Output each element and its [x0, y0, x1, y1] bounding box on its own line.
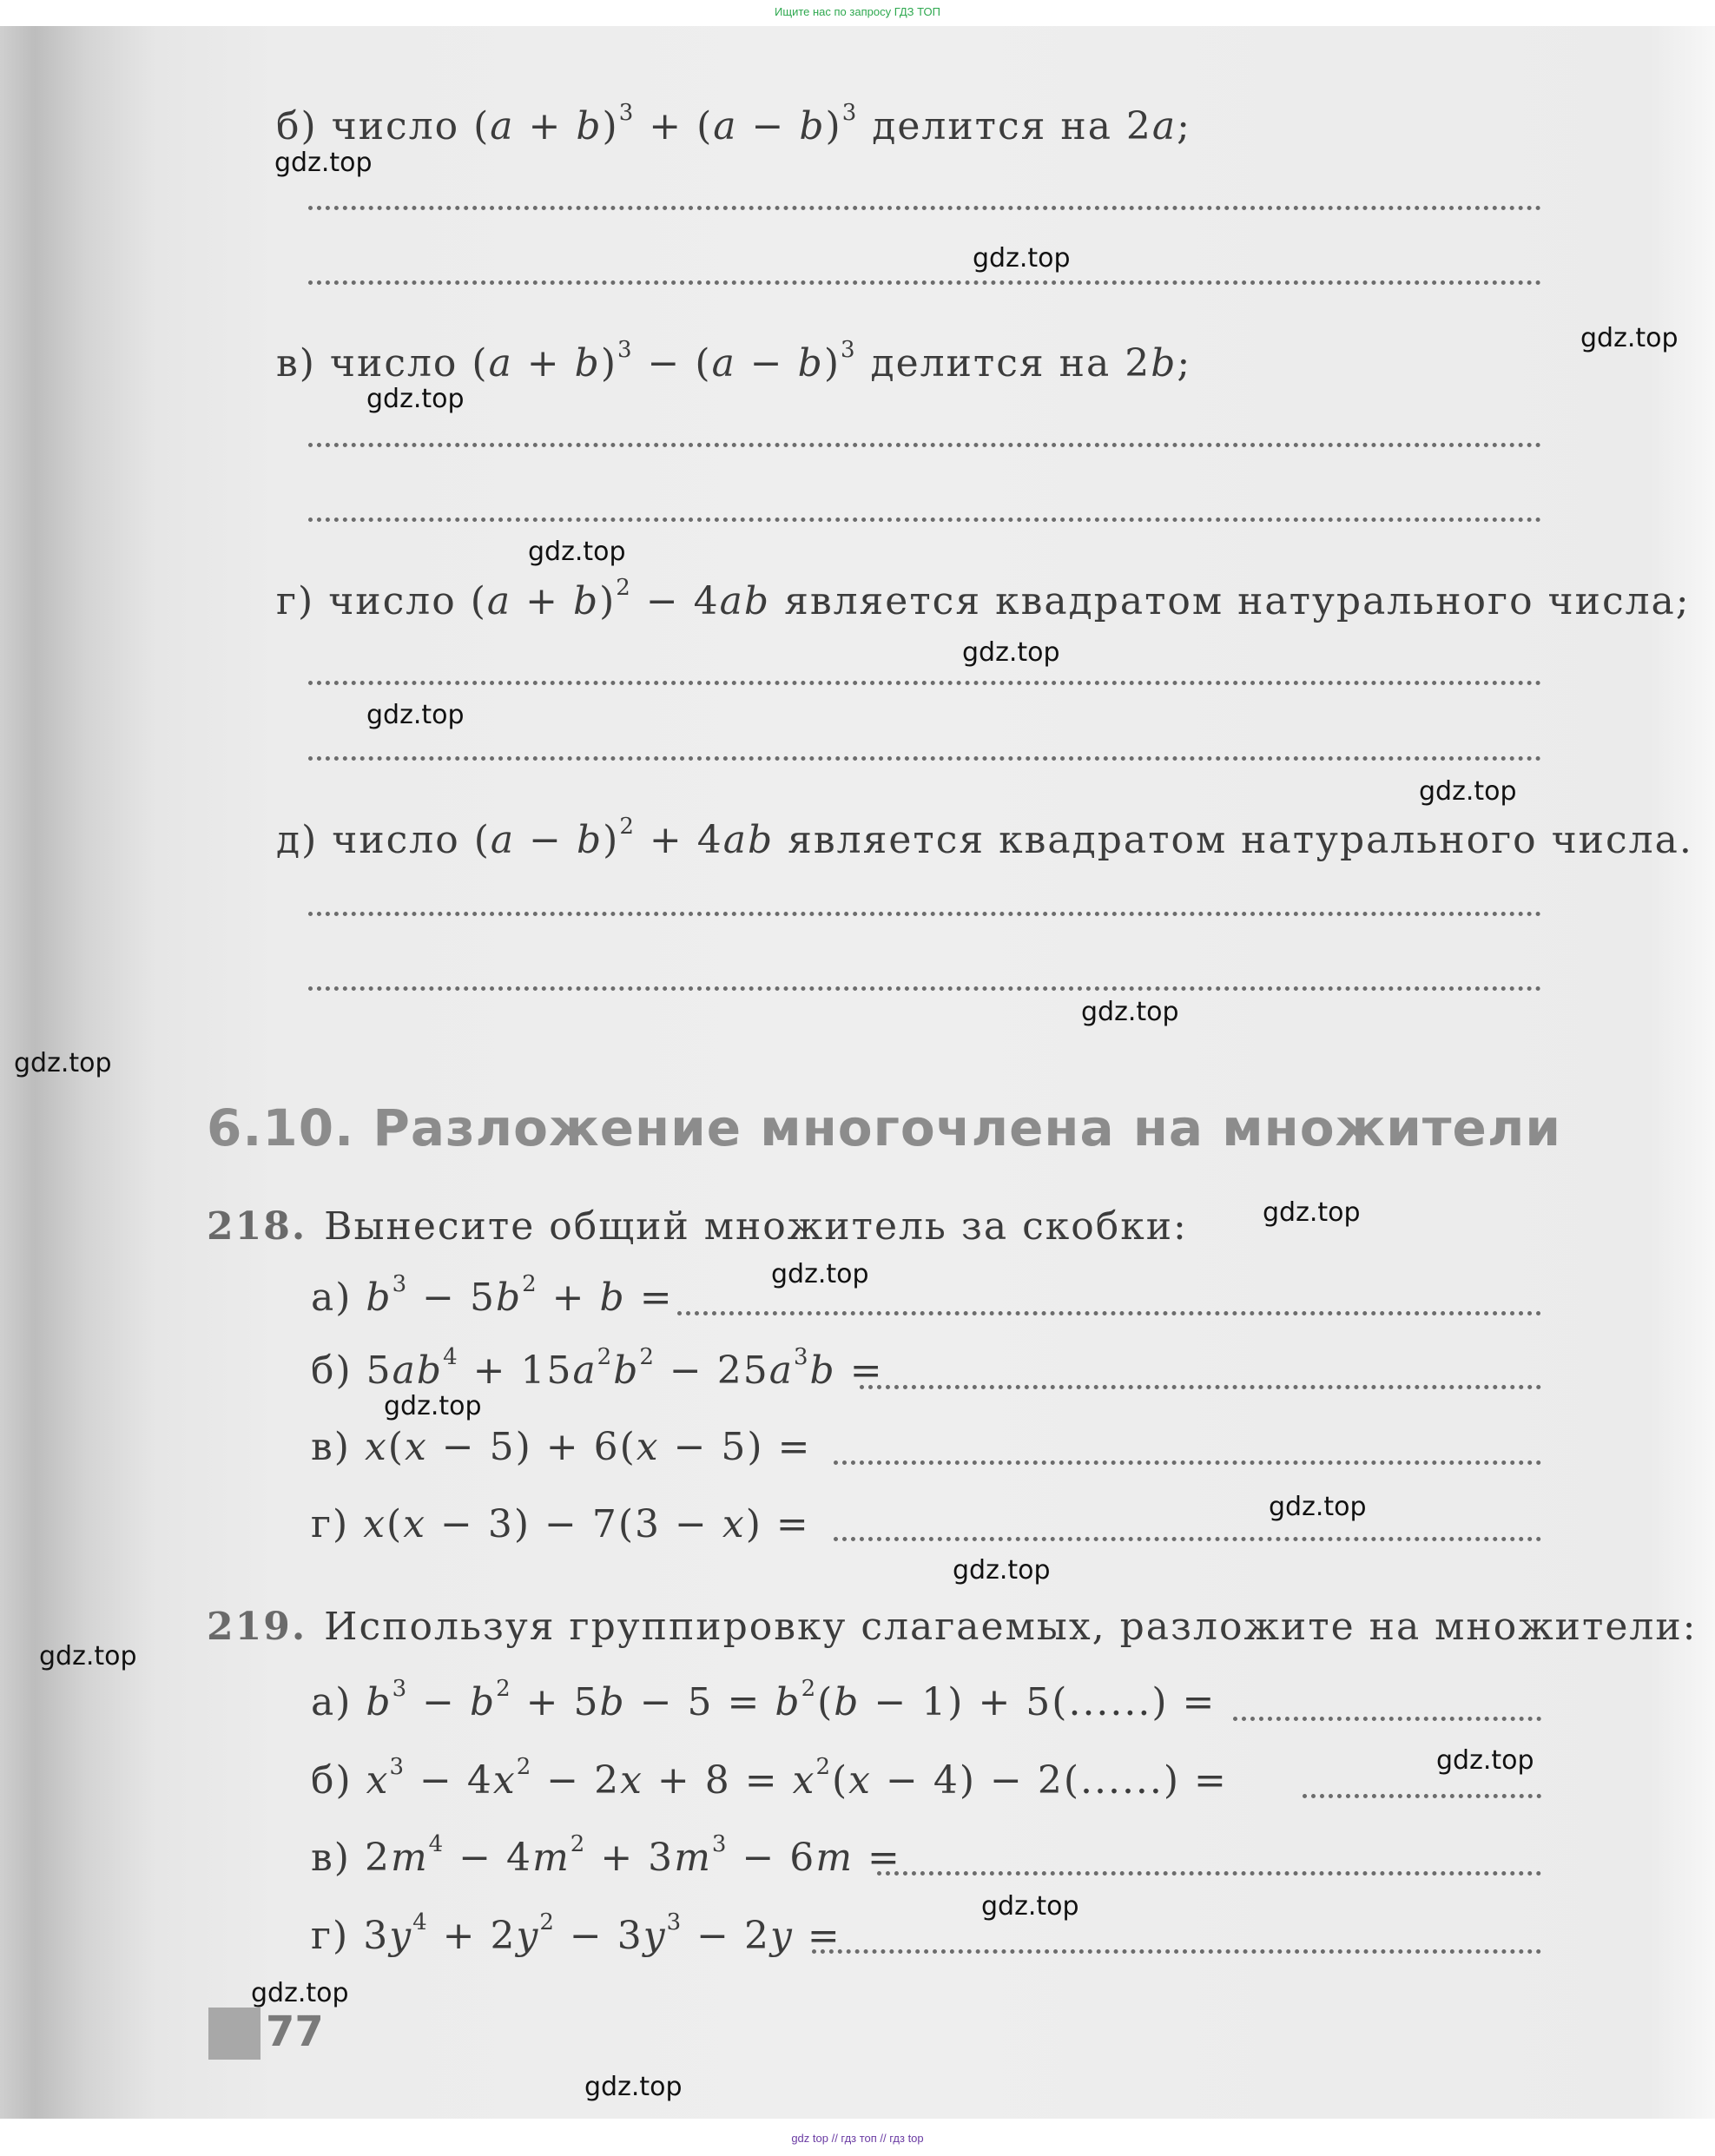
watermark: gdz.top [1081, 997, 1179, 1027]
answer-line[interactable] [1233, 1717, 1541, 1721]
watermark: gdz.top [962, 637, 1060, 668]
bottom-banner[interactable]: gdz top // гдз топ // гдз top [791, 2132, 924, 2145]
top-banner[interactable]: Ищите нас по запросу ГДЗ ТОП [775, 5, 940, 18]
watermark: gdz.top [528, 537, 626, 567]
item-d-text: д) число $(a - b)^2 + 4ab$ является квадратом натурального числа. [276, 814, 1693, 862]
task-218-c: в) x(x − 5) + 6(x − 5) = [311, 1425, 812, 1469]
watermark: gdz.top [14, 1048, 112, 1078]
scanned-page [0, 26, 1715, 2119]
task-219-c: в) $2m^4 - 4m^2 + 3m^3 - 6m$ = [311, 1831, 901, 1880]
answer-line[interactable] [677, 1311, 1541, 1315]
watermark: gdz.top [1580, 323, 1679, 353]
answer-line[interactable] [308, 206, 1541, 210]
watermark: gdz.top [584, 2072, 683, 2102]
watermark: gdz.top [973, 243, 1071, 274]
watermark: gdz.top [366, 384, 465, 414]
watermark: gdz.top [1436, 1745, 1534, 1776]
page-number: 77 [266, 2008, 324, 2056]
task-number: 218. [207, 1204, 307, 1249]
watermark: gdz.top [384, 1391, 482, 1421]
task-218-a: а) $b^3 - 5b^2 + b$ = [311, 1271, 674, 1320]
answer-line[interactable] [812, 1949, 1541, 1954]
section-title: 6.10. Разложение многочлена на множители [207, 1098, 1561, 1157]
item-b-text: б) число $(a + b)^3 + (a - b)^3$ делится на 2a; [276, 100, 1191, 148]
watermark: gdz.top [953, 1555, 1051, 1586]
item-v-text: в) число $(a + b)^3 - (a - b)^3$ делится на 2b; [276, 337, 1192, 386]
watermark: gdz.top [39, 1641, 137, 1671]
watermark: gdz.top [981, 1891, 1079, 1922]
task-218-header: 218. Вынесите общий множитель за скобки: [207, 1204, 1188, 1249]
task-219-d: г) $3y^4 + 2y^2 - 3y^3 - 2y$ = [311, 1909, 841, 1958]
item-g-text: г) число $(a + b)^2 - 4ab$ является квадратом натурального числа; [276, 575, 1691, 623]
watermark: gdz.top [251, 1978, 349, 2008]
answer-line[interactable] [308, 518, 1541, 522]
answer-line[interactable] [308, 912, 1541, 916]
task-219-a: а) $b^3 - b^2 + 5b - 5 = b^2(b - 1) + 5(......)$ = [311, 1676, 1217, 1724]
answer-line[interactable] [308, 443, 1541, 447]
answer-line[interactable] [860, 1385, 1541, 1389]
answer-line[interactable] [834, 1537, 1541, 1541]
answer-line[interactable] [834, 1460, 1541, 1465]
watermark: gdz.top [1269, 1492, 1367, 1522]
watermark: gdz.top [1263, 1197, 1361, 1228]
watermark: gdz.top [366, 700, 465, 730]
answer-line[interactable] [308, 986, 1541, 991]
watermark: gdz.top [274, 148, 373, 178]
watermark: gdz.top [1419, 776, 1517, 807]
task-number: 219. [207, 1605, 307, 1649]
answer-line[interactable] [308, 280, 1541, 285]
answer-line[interactable] [877, 1871, 1541, 1876]
answer-line[interactable] [308, 756, 1541, 761]
answer-line[interactable] [1303, 1794, 1541, 1798]
task-218-d: г) x(x − 3) − 7(3 − x) = [311, 1502, 810, 1546]
answer-line[interactable] [308, 681, 1541, 685]
task-219-header: 219. Используя группировку слагаемых, разложите на множители: [207, 1605, 1698, 1649]
page-number-box [208, 2008, 261, 2060]
task-219-b: б) $x^3 - 4x^2 - 2x + 8 = x^2(x - 4) - 2(......)$ = [311, 1754, 1228, 1803]
watermark: gdz.top [771, 1259, 869, 1289]
task-218-b: б) $5ab^4 + 15a^2b^2 - 25a^3b$ = [311, 1344, 884, 1393]
